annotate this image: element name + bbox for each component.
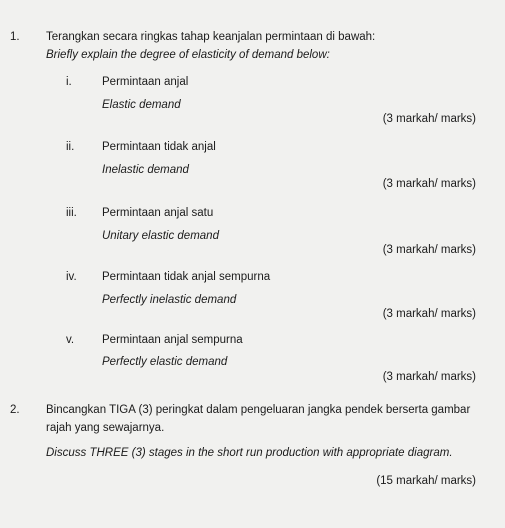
- q1-text-malay: Terangkan secara ringkas tahap keanjalan permintaan di bawah:: [46, 31, 376, 43]
- q2-marks: (15 markah/ marks): [376, 475, 476, 487]
- q2-text-malay-line1: Bincangkan TIGA (3) peringkat dalam pengeluaran jangka pendek berserta gambar: [46, 404, 471, 416]
- q1-item-malay: Permintaan anjal sempurna: [102, 334, 243, 346]
- q1-item-number: i.: [66, 76, 72, 88]
- q1-item-malay: Permintaan tidak anjal sempurna: [102, 271, 271, 283]
- q1-item-english: Perfectly elastic demand: [102, 356, 228, 368]
- q1-item-english: Unitary elastic demand: [102, 230, 219, 242]
- q1-item-marks: (3 markah/ marks): [382, 371, 476, 383]
- q1-item-number: v.: [66, 334, 75, 346]
- q1-item-number: iii.: [66, 207, 77, 219]
- q1-item-malay: Permintaan anjal: [102, 76, 189, 88]
- q2-text-english: Discuss THREE (3) stages in the short run production with appropriate diagram.: [46, 447, 453, 459]
- q1-item-english: Inelastic demand: [102, 164, 189, 176]
- q1-item-malay: Permintaan anjal satu: [102, 207, 214, 219]
- q1-item-english: Elastic demand: [102, 99, 181, 111]
- q1-item-marks: (3 markah/ marks): [382, 113, 476, 125]
- q1-item-marks: (3 markah/ marks): [382, 178, 476, 190]
- q1-item-english: Perfectly inelastic demand: [102, 294, 237, 306]
- q1-item-marks: (3 markah/ marks): [382, 308, 476, 320]
- q2-text-malay-line2: rajah yang sewajarnya.: [46, 422, 165, 434]
- q1-item-marks: (3 markah/ marks): [382, 244, 476, 256]
- q1-number: 1.: [10, 31, 20, 43]
- q1-item-malay: Permintaan tidak anjal: [102, 141, 216, 153]
- q2-number: 2.: [10, 404, 20, 416]
- q1-item-number: ii.: [66, 141, 75, 153]
- q1-item-number: iv.: [66, 271, 77, 283]
- q1-text-english: Briefly explain the degree of elasticity of demand below:: [46, 49, 330, 61]
